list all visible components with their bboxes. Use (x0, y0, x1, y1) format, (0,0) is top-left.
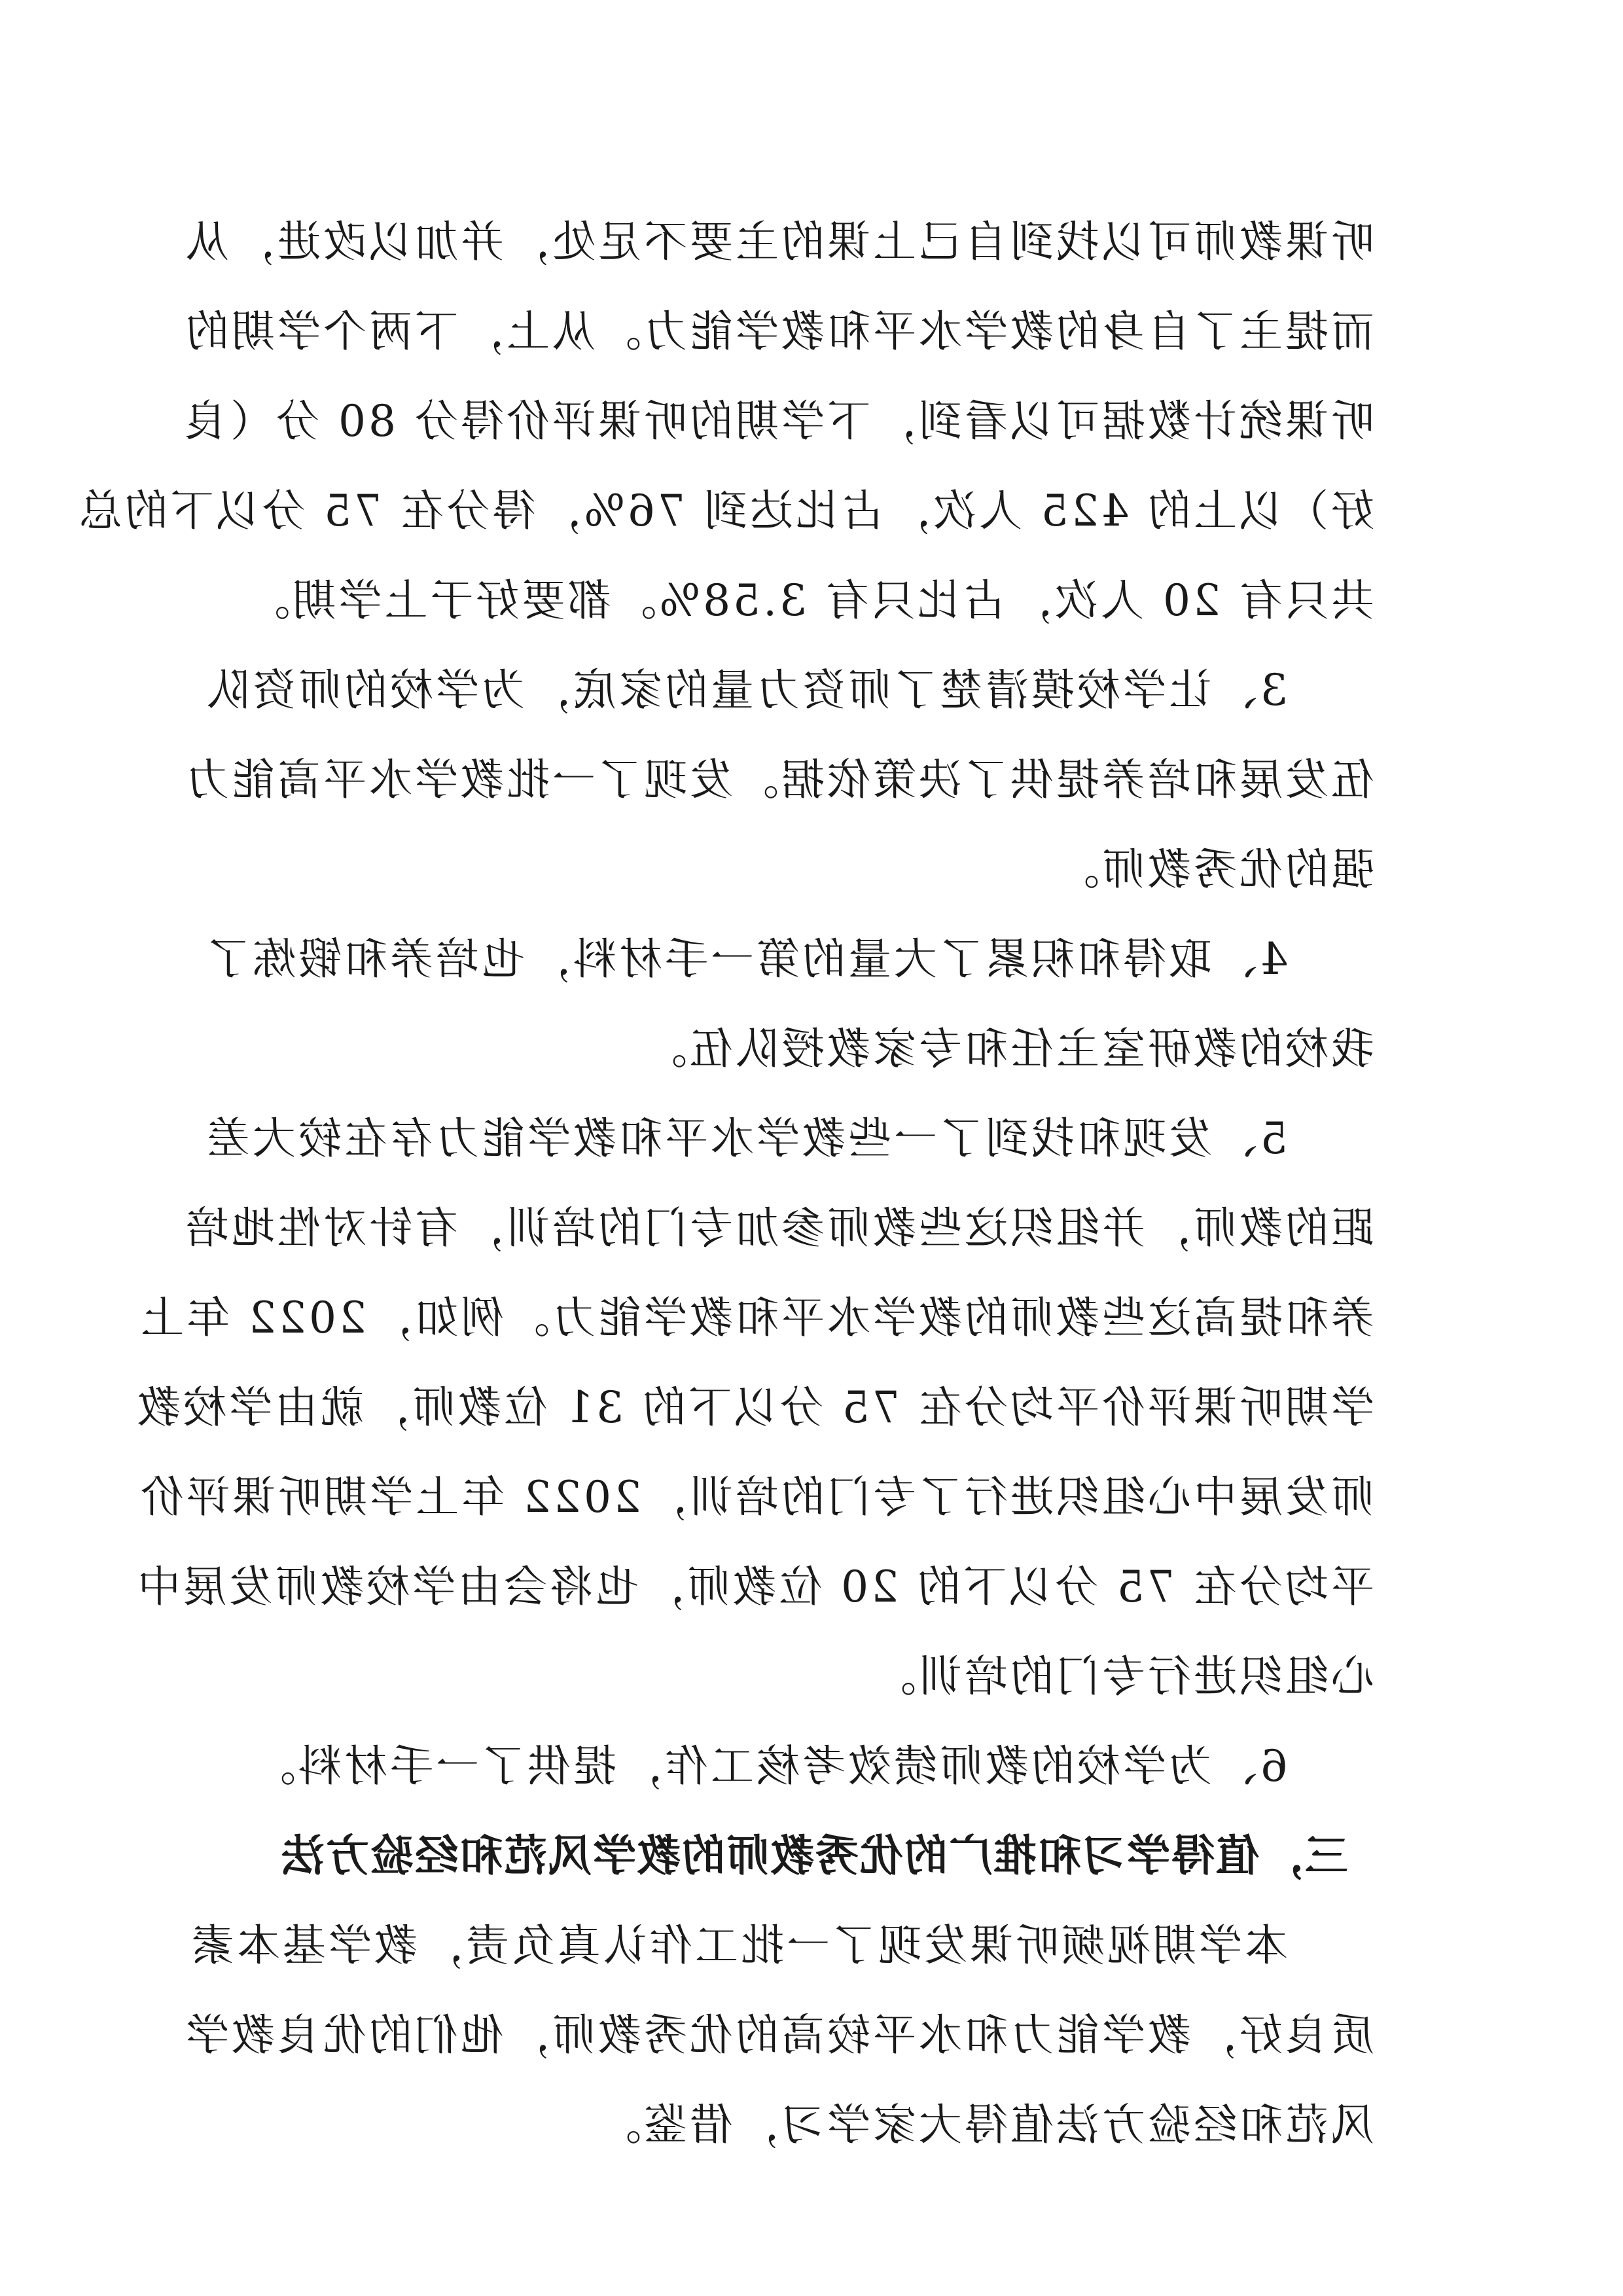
item-5-line-7: 心组织进行专门的培训。 (870, 1651, 1374, 1702)
section-para-line-3: 风范和经验方法值得大家学习，借鉴。 (596, 2100, 1374, 2150)
item-5-line-2: 距的教师，并组织这些教师参加专门的培训，有针对性地培 (183, 1203, 1374, 1253)
item-5-line-4: 学期听课评价平均分在 75 分以下的 31 位教师，就由学校教 (135, 1382, 1374, 1433)
section-para-line-2: 质良好，教学能力和水平较高的优秀教师，他们的优良教学 (183, 2010, 1374, 2060)
item-5-line-1: 5、发现和找到了一些教学水平和教学能力存在较大差 (204, 1113, 1288, 1164)
item-3-line-1: 3、让学校摸清楚了师资力量的家底，为学校的师资队 (204, 665, 1288, 715)
body-line-1: 听课教师可以找到自己上课的主要不足处，并加以改进，从 (183, 217, 1374, 267)
item-5-line-5: 师发展中心组织进行了专门的培训，2022 年上学期听课评价 (138, 1472, 1374, 1522)
item-6-line-1: 6、为学校的教师绩效考核工作，提供了一手材料。 (250, 1741, 1288, 1791)
body-line-5: 共只有 20 人次，占比只有 3.58%。都要好于上学期。 (244, 575, 1374, 626)
item-5-line-6: 平均分在 75 分以下的 20 位教师，也将会由学校教师发展中 (135, 1562, 1374, 1612)
body-line-3: 听课统计数据可以看到，下学期的听课评价得分 80 分（良 (182, 396, 1374, 446)
item-3-line-3: 强的优秀教师。 (1054, 844, 1374, 895)
item-4-line-1: 4、取得和积累了大量的第一手材料，也培养和锻炼了 (204, 934, 1288, 984)
body-line-4: 好）以上的 425 人次，占比达到 76%，得分在 75 分以下的总 (76, 486, 1374, 536)
item-3-line-2: 伍发展和培养提供了决策依据。发现了一批教学水平高能力 (183, 755, 1374, 805)
body-line-2: 而提主了自身的教学水平和教学能力。从上，下两个学期的 (183, 306, 1374, 357)
item-5-line-3: 养和提高这些教师的教学水平和教学能力。例如，2022 年上 (138, 1293, 1374, 1343)
section-heading: 三，值得学习和推广的优秀教师的教学风范和经验方法 (280, 1831, 1348, 1881)
section-para-line-1: 本学期视频听课发现了一批工作认真负责，教学基本素 (188, 1920, 1288, 1971)
item-4-line-2: 我校的教研室主任和专家教授队伍。 (641, 1024, 1374, 1074)
